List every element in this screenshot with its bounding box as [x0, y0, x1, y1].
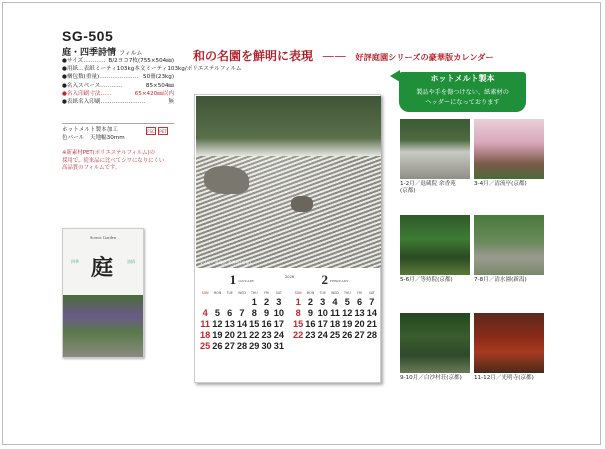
- gallery-item: [474, 215, 544, 284]
- day-cell: 23: [305, 330, 316, 340]
- gallery-photo: [474, 215, 544, 275]
- day-cell: 6: [227, 308, 233, 318]
- gallery-item: [474, 119, 544, 188]
- spec-value: 無: [168, 99, 174, 106]
- badge-line-1: 製品や手を傷つけない、紙素材の: [416, 89, 509, 96]
- hotmelt-badge-title: ホットメルト製本: [399, 72, 526, 86]
- day-cell: 3: [320, 297, 326, 307]
- day-cell: 26: [342, 330, 353, 340]
- spec-value: 65×420㎜以内: [134, 90, 174, 97]
- weekday-label: FRI: [264, 291, 270, 295]
- spec-row: [62, 57, 174, 65]
- fsc-icon: FSC: [147, 128, 155, 134]
- spec-list: [62, 57, 242, 106]
- month-february: [292, 273, 378, 341]
- day-cell: 7: [369, 297, 375, 307]
- day-cell: 11: [200, 319, 210, 329]
- binding-info: [62, 126, 125, 142]
- weekday-label: TUE: [226, 291, 233, 295]
- cover-kanji: 庭: [91, 255, 114, 281]
- day-cell: 17: [317, 319, 328, 329]
- day-cell: 23: [261, 330, 272, 340]
- day-cell: 2: [307, 297, 313, 307]
- weekday-label: TUE: [319, 291, 326, 295]
- spec-value: B/2ヨコ7枚(755×504㎜): [108, 58, 174, 64]
- weekday-label: THU: [343, 291, 351, 295]
- day-cell: 13: [224, 319, 235, 329]
- day-cell: 26: [212, 341, 223, 351]
- material-note: [62, 150, 172, 173]
- month-number: 1: [229, 272, 237, 287]
- weekday-label: MON: [306, 291, 315, 295]
- day-cell: 25: [200, 341, 211, 351]
- month-january: [199, 273, 285, 352]
- day-cell: 11: [330, 308, 340, 318]
- headline: [193, 47, 494, 64]
- day-cell: 8: [295, 308, 301, 318]
- hotmelt-badge-body: [399, 86, 526, 112]
- gallery-item: [400, 215, 470, 284]
- day-cell: 14: [366, 308, 377, 318]
- binding-line-1: ホットメルト製本加工: [62, 127, 118, 133]
- headline-main: 和の名園を鮮明に表現: [193, 49, 314, 63]
- day-cell: 21: [236, 330, 248, 340]
- day-cell: 19: [212, 330, 223, 340]
- month-english: JANUARY: [238, 279, 255, 284]
- day-cell: 17: [273, 319, 284, 329]
- day-cell: 22: [293, 330, 304, 340]
- day-grid: [292, 297, 378, 341]
- day-cell: 6: [357, 297, 363, 307]
- gallery-item: [474, 313, 544, 382]
- cover-side-left: 四季: [71, 259, 79, 264]
- day-empty: [211, 297, 223, 308]
- photo-rock: [204, 166, 249, 194]
- spec-value: 85×504㎜: [145, 82, 174, 89]
- weekday-label: THU: [250, 291, 258, 295]
- day-cell: 2: [264, 297, 270, 307]
- headline-sub: 好評庭園シリーズの豪華版カレンダー: [355, 52, 494, 62]
- gallery-caption: 5-6月／等持院(京都): [400, 277, 453, 283]
- gallery-photo: [400, 119, 470, 179]
- day-grid: [199, 297, 285, 352]
- day-cell: 24: [317, 330, 328, 340]
- cover-photo: [63, 295, 143, 357]
- spec-row: [62, 82, 174, 90]
- gallery-item: [400, 313, 470, 382]
- spec-label: ●梱包数(重量)…………………: [62, 74, 139, 81]
- pet-icon: PET: [159, 128, 167, 134]
- spec-row: [62, 98, 174, 106]
- note-line-2: 採用で、従来品に比べてシワになりにくい: [62, 157, 165, 164]
- day-cell: 5: [214, 308, 220, 318]
- day-cell: 28: [236, 341, 248, 351]
- day-cell: 12: [212, 319, 223, 329]
- spec-label: ●用紙…表紙ミーティ103kg: [62, 66, 135, 73]
- weekday-label: MON: [213, 291, 222, 295]
- day-cell: 4: [202, 308, 208, 318]
- day-cell: 9: [307, 308, 313, 318]
- weekday-label: WED: [331, 291, 339, 295]
- month-number: 2: [321, 272, 328, 287]
- photo-rock: [291, 196, 313, 212]
- month-english: FEBRUARY: [330, 279, 349, 284]
- month-header: [292, 273, 378, 287]
- note-line-1: ※新素材PET(ポリエステルフィルム)の: [62, 150, 156, 156]
- day-empty: [199, 297, 211, 308]
- gallery-item: [400, 119, 470, 195]
- day-cell: 8: [251, 308, 257, 318]
- day-cell: 4: [332, 297, 338, 307]
- day-cell: 5: [344, 297, 350, 307]
- spec-row: [62, 65, 242, 73]
- main-calendar: [194, 94, 381, 383]
- day-cell: 22: [249, 330, 260, 340]
- day-cell: 1: [251, 297, 257, 307]
- spec-label: ●表紙名入印刷……………………: [62, 99, 146, 106]
- day-empty: [224, 297, 236, 308]
- weekday-label: WED: [238, 291, 246, 295]
- gallery-caption: 7-8月／清水園(新潟): [474, 277, 527, 283]
- headline-dash: ——: [322, 49, 347, 63]
- spec-label: ●名入印刷寸法……: [62, 90, 112, 97]
- day-cell: 13: [354, 308, 365, 318]
- day-cell: 12: [342, 308, 353, 318]
- gallery: [400, 119, 548, 389]
- spec-value: 本文ミーティ103kg/ポリエステルフィルム: [134, 66, 242, 73]
- month-header: [199, 273, 285, 287]
- gallery-caption: 3-4月／清流亭(京都): [474, 181, 527, 187]
- day-cell: 29: [249, 341, 260, 351]
- day-cell: 14: [236, 319, 248, 329]
- day-cell: 18: [329, 319, 341, 329]
- gallery-photo: [400, 313, 470, 373]
- day-cell: 21: [366, 319, 377, 329]
- spec-row: [62, 73, 174, 81]
- day-cell: 15: [249, 319, 260, 329]
- gallery-photo: [400, 215, 470, 275]
- spec-label: ●名入スペース…………: [62, 82, 123, 89]
- weekday-label: SUN: [201, 291, 209, 295]
- gallery-caption: 11-12月／光明寺(京都): [474, 375, 534, 381]
- day-cell: 16: [261, 319, 272, 329]
- weekday-label: FRI: [357, 291, 363, 295]
- weekday-label: SAT: [368, 291, 375, 295]
- gallery-caption: 9-10月／白沙村荘(京都): [400, 375, 462, 381]
- day-cell: 19: [342, 319, 353, 329]
- binding-line-2: 色パール 天地幅30mm: [62, 135, 125, 141]
- photo-hedge: [196, 96, 381, 156]
- cover-title: Scenic Garden: [89, 235, 117, 240]
- day-cell: 16: [305, 319, 316, 329]
- day-cell: 27: [224, 341, 235, 351]
- divider: [62, 123, 174, 124]
- day-cell: 9: [264, 308, 270, 318]
- weekday-label: SUN: [294, 291, 302, 295]
- gallery-caption: 1-2月／退蔵院 余香苑: [400, 181, 456, 187]
- day-cell: 25: [329, 330, 341, 340]
- day-cell: 1: [295, 297, 301, 307]
- day-cell: 18: [200, 330, 211, 340]
- day-empty: [236, 297, 248, 308]
- spec-row: [62, 90, 174, 98]
- day-cell: 31: [273, 341, 284, 351]
- badge-line-2: ヘッダーになっております: [425, 99, 500, 106]
- main-calendar-photo: [196, 96, 381, 268]
- note-line-3: 高品質のフィルムです。: [62, 165, 121, 172]
- day-cell: 10: [273, 308, 284, 318]
- gallery-photo: [474, 119, 544, 179]
- gallery-photo: [474, 313, 544, 373]
- material-tag: フィルム: [119, 50, 143, 57]
- day-cell: 3: [276, 297, 282, 307]
- material-icons: [146, 127, 168, 135]
- day-cell: 20: [224, 330, 235, 340]
- day-cell: 28: [366, 330, 377, 340]
- weekday-label: SAT: [275, 291, 282, 295]
- gallery-caption-2: (京都): [400, 188, 416, 194]
- cover-side-right: 詩情: [127, 259, 135, 264]
- day-cell: 7: [239, 308, 245, 318]
- day-cell: 30: [261, 341, 272, 351]
- spec-label: ●サイズ…………: [62, 58, 106, 64]
- day-cell: 20: [354, 319, 365, 329]
- day-cell: 15: [293, 319, 304, 329]
- day-cell: 10: [317, 308, 328, 318]
- product-code: SG-505: [62, 28, 114, 44]
- day-cell: 24: [273, 330, 284, 340]
- spec-value: 50冊(23kg): [143, 74, 174, 81]
- day-cell: 27: [354, 330, 365, 340]
- main-photo-caption: 1-2月／退蔵院 余香苑(京都): [200, 260, 251, 265]
- calendar-year: 2026: [285, 275, 295, 279]
- product-name-text: 庭・四季詩情: [62, 48, 117, 58]
- cover-thumbnail: [62, 228, 144, 358]
